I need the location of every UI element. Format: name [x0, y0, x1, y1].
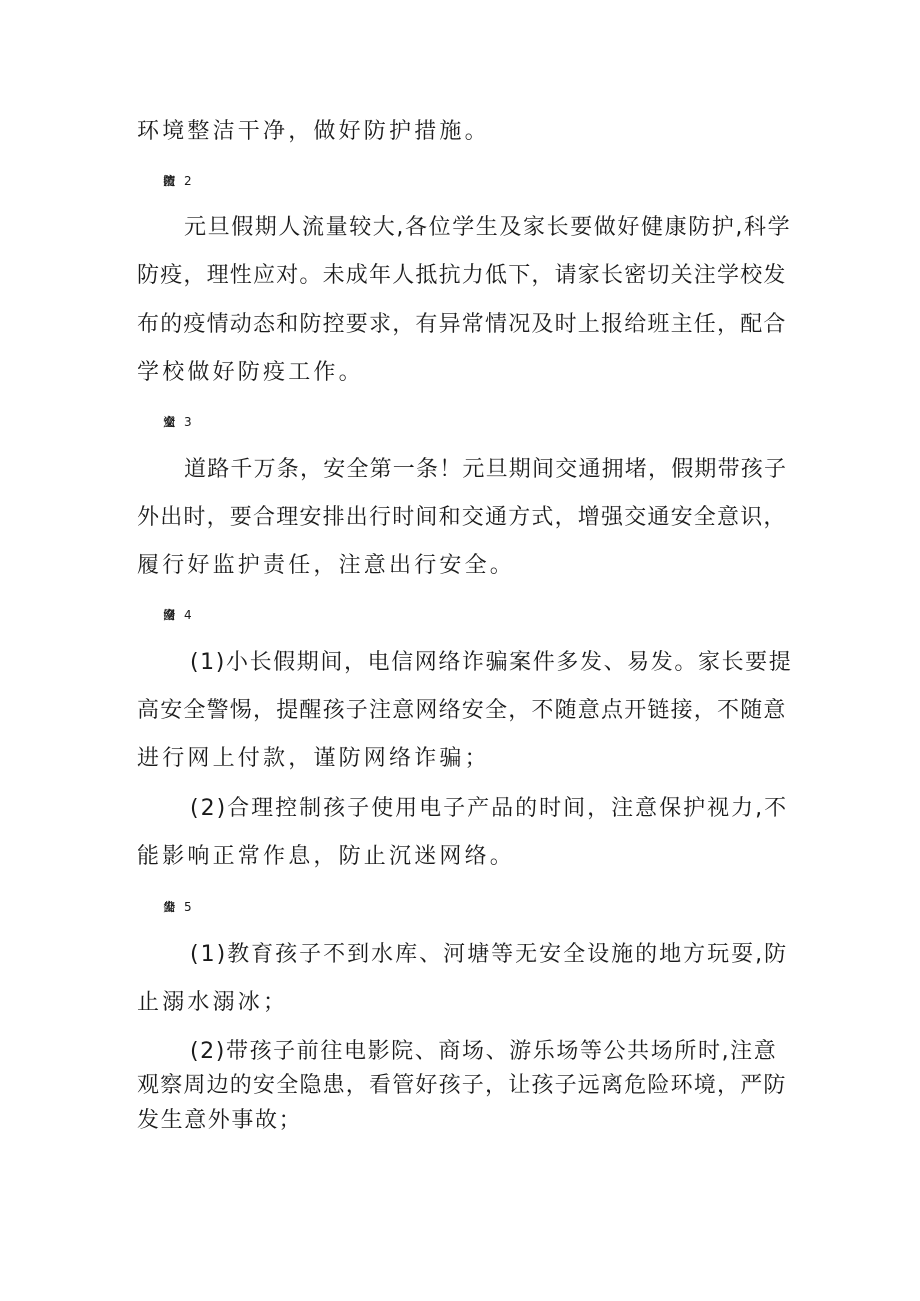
section-heading-traffic: [184, 407, 840, 437]
paragraph-line: 止溺水溺冰；: [137, 990, 289, 1015]
paragraph-line: (1)教育孩子不到水库、河塘等无安全设施的地方玩耍,防: [190, 942, 789, 967]
paragraph-line: 学校做好防疫工作。: [137, 360, 364, 385]
paragraph-line: (1)小长假期间，电信网络诈骗案件多发、易发。家长要提: [190, 650, 793, 675]
paragraph-line: 环境整洁干净，做好防护措施。: [137, 119, 490, 144]
section-heading-network: [184, 600, 840, 630]
paragraph-line: 发生意外事故；: [137, 1108, 303, 1133]
paragraph-line: 道路千万条，安全第一条！元旦期间交通拥堵，假期带孩子: [184, 457, 788, 482]
paragraph-line: 防疫，理性应对。未成年人抵抗力低下，请家长密切关注学校发: [137, 263, 787, 288]
section-heading-epidemic: [184, 166, 840, 196]
paragraph-line: 观察周边的安全隐患，看管好孩子，让孩子远离危险环境，严防: [137, 1073, 787, 1098]
paragraph-line: (2)带孩子前往电影院、商场、游乐场等公共场所时,注意: [190, 1039, 778, 1064]
paragraph-line: (2)合理控制孩子使用电子产品的时间，注意保护视力,不: [190, 796, 789, 821]
section-heading-outdoor: [184, 892, 840, 922]
paragraph-line: 进行网上付款，谨防网络诈骗；: [137, 746, 490, 771]
paragraph-line: 高安全警惕，提醒孩子注意网络安全，不随意点开链接，不随意: [137, 698, 787, 723]
paragraph-line: 元旦假期人流量较大,各位学生及家长要做好健康防护,科学: [184, 215, 792, 240]
paragraph-line: 布的疫情动态和防控要求，有异常情况及时上报给班主任，配合: [137, 312, 787, 337]
paragraph-line: 能影响正常作息，防止沉迷网络。: [137, 844, 516, 869]
paragraph-line: 履行好监护责任，注意出行安全。: [137, 553, 516, 578]
paragraph-line: 外出时，要合理安排出行时间和交通方式，增强交通安全意识，: [137, 505, 787, 530]
